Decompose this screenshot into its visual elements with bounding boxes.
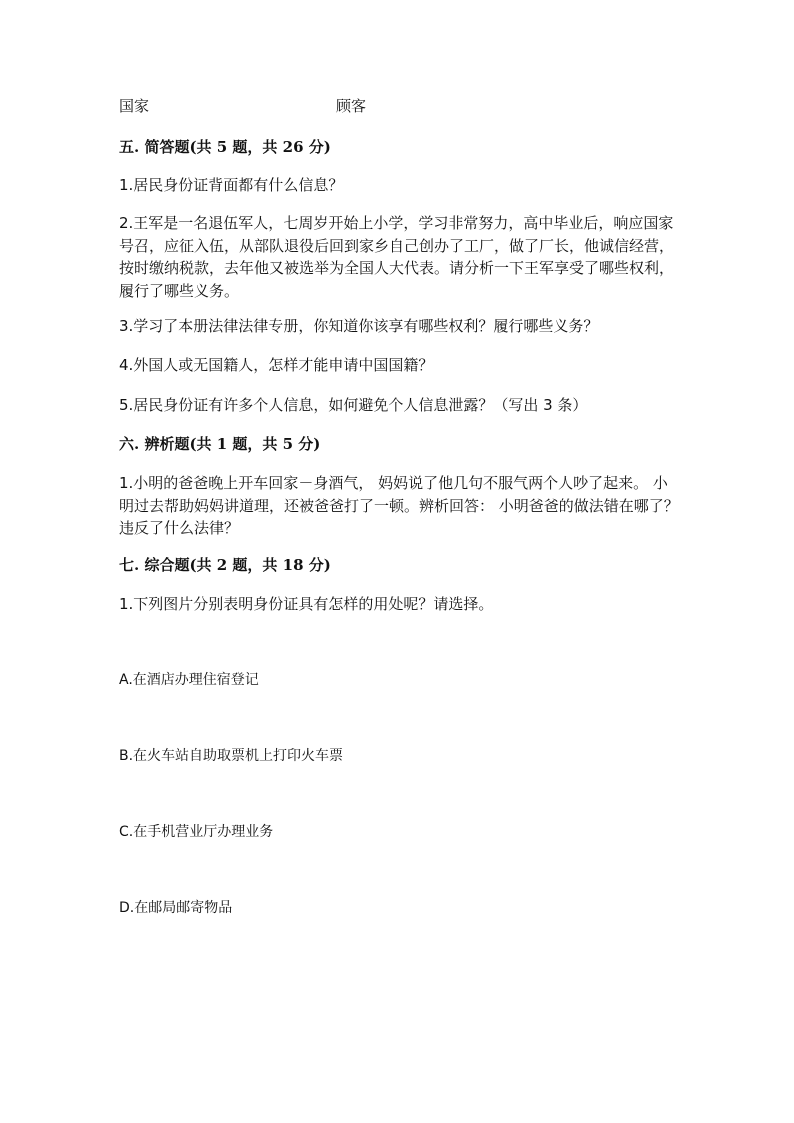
answer-word-left: 国家 — [119, 97, 150, 115]
question-5-2: 2.王军是一名退伍军人，七周岁开始上小学，学习非常努力，高中毕业后，响应国家号召，应征入伍，从部队退役后回到家乡自己创办了工厂，做了厂长，他诚信经营，按时缴纳税款，去年他又被选举为全国人大代表。请分析一下王军享受了哪些权利，履行了哪些义务。 — [119, 214, 675, 300]
section-7-heading: 七. 综合题(共 2 题，共 18 分) — [119, 556, 331, 574]
question-6-1: 1.小明的爸爸晚上开车回家－身酒气， 妈妈说了他几句不服气两个人吵了起来。 小明过去帮助妈妈讲道理，还被爸爸打了一顿。辨析回答： 小明爸爸的做法错在哪了？ 违反了什么法律？ — [119, 474, 679, 537]
option-a: A.在酒店办理住宿登记 — [119, 672, 259, 688]
section-6-heading: 六. 辨析题(共 1 题，共 5 分) — [119, 435, 321, 453]
question-5-1: 1.居民身份证背面都有什么信息？ — [119, 176, 344, 194]
option-b: B.在火车站自助取票机上打印火车票 — [119, 748, 344, 764]
option-d: D.在邮局邮寄物品 — [119, 900, 233, 916]
answer-word-right: 顾客 — [336, 97, 367, 115]
question-5-5: 5.居民身份证有许多个人信息，如何避免个人信息泄露？（写出 3 条） — [119, 396, 588, 414]
question-7-1: 1.下列图片分别表明身份证具有怎样的用处呢？请选择。 — [119, 595, 494, 613]
option-c: C.在手机营业厅办理业务 — [119, 824, 274, 840]
section-5-heading: 五. 简答题(共 5 题，共 26 分) — [119, 138, 331, 156]
question-5-4: 4.外国人或无国籍人，怎样才能申请中国国籍？ — [119, 356, 434, 374]
question-5-3: 3.学习了本册法律法律专册，你知道你该享有哪些权利？履行哪些义务？ — [119, 317, 599, 335]
